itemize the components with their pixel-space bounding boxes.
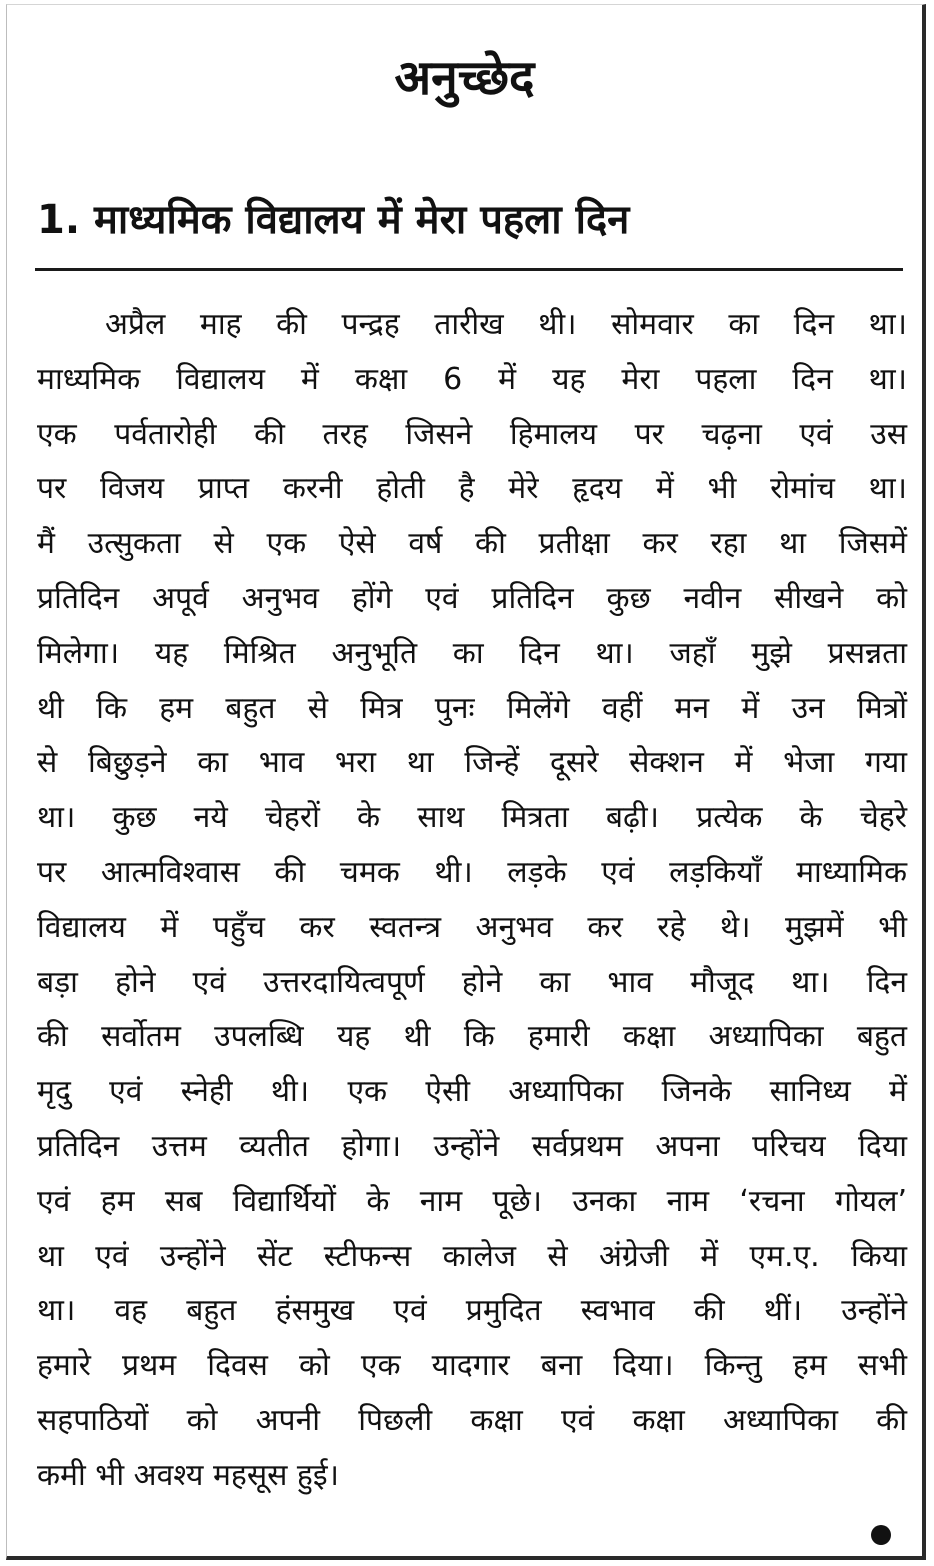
paragraph-line: विद्यालय में पहुँच कर स्वतन्त्र अनुभव कर रहे थे। मुझमें भी	[37, 909, 907, 945]
paragraph-line: था। कुछ नये चेहरों के साथ मित्रता बढ़ी। प्रत्येक के चेहरे	[37, 800, 907, 836]
paragraph-line: था। वह बहुत हंसमुख एवं प्रमुदित स्वभाव की थीं। उन्होंने	[37, 1293, 907, 1329]
paragraph-line: हमारे प्रथम दिवस को एक यादगार बना दिया। किन्तु हम सभी	[37, 1348, 907, 1384]
essay-paragraph	[37, 298, 907, 1504]
paragraph-line: अप्रैल माह की पन्द्रह तारीख थी। सोमवार का दिन था।	[105, 307, 907, 342]
paragraph-line: माध्यमिक विद्यालय में कक्षा 6 में यह मेरा पहला दिन था।	[37, 361, 907, 397]
paragraph-line: से बिछुड़ने का भाव भरा था जिन्हें दूसरे सेक्शन में भेजा गया	[37, 745, 907, 781]
document-page	[6, 4, 926, 1560]
paragraph-line: प्रतिदिन उत्तम व्यतीत होगा। उन्होंने सर्वप्रथम अपना परिचय दिया	[37, 1128, 907, 1164]
paragraph-line: मैं उत्सुकता से एक ऐसे वर्ष की प्रतीक्षा कर रहा था जिसमें	[37, 526, 907, 562]
paragraph-line: था एवं उन्होंने सेंट स्टीफन्स कालेज से अंग्रेजी में एम.ए. किया	[37, 1238, 907, 1274]
paragraph-line: की सर्वोतम उपलब्धि यह थी कि हमारी कक्षा अध्यापिका बहुत	[37, 1019, 907, 1055]
paragraph-line: मृदु एवं स्नेही थी। एक ऐसी अध्यापिका जिनके सानिध्य में	[37, 1074, 907, 1110]
paragraph-line: एवं हम सब विद्यार्थियों के नाम पूछे। उनका नाम ‘रचना गोयल’	[37, 1183, 907, 1219]
paragraph-line: प्रतिदिन अपूर्व अनुभव होंगे एवं प्रतिदिन कुछ नवीन सीखने को	[37, 580, 907, 616]
paragraph-line: एक पर्वतारोही की तरह जिसने हिमालय पर चढ़ना एवं उस	[37, 416, 907, 452]
paragraph-line: पर आत्मविश्वास की चमक थी। लड़के एवं लड़कियाँ माध्यामिक	[37, 854, 907, 890]
bullet-dot-icon	[871, 1525, 891, 1545]
paragraph-line: मिलेगा। यह मिश्रित अनुभूति का दिन था। जहाँ मुझे प्रसन्नता	[37, 635, 907, 671]
paragraph-line: कमी भी अवश्य महसूस हुई।	[37, 1457, 339, 1493]
paragraph-line: सहपाठियों को अपनी पिछली कक्षा एवं कक्षा अध्यापिका की	[37, 1402, 907, 1438]
paragraph-line: थी कि हम बहुत से मित्र पुनः मिलेंगे वहीं मन में उन मित्रों	[37, 690, 907, 726]
page-title: अनुच्छेद	[394, 50, 535, 106]
essay-heading: 1. माध्यमिक विद्यालय में मेरा पहला दिन	[37, 197, 630, 243]
paragraph-line: पर विजय प्राप्त करनी होती है मेरे हृदय में भी रोमांच था।	[37, 471, 907, 507]
heading-divider	[35, 268, 903, 271]
paragraph-line: बड़ा होने एवं उत्तरदायित्वपूर्ण होने का भाव मौजूद था। दिन	[37, 964, 907, 1000]
